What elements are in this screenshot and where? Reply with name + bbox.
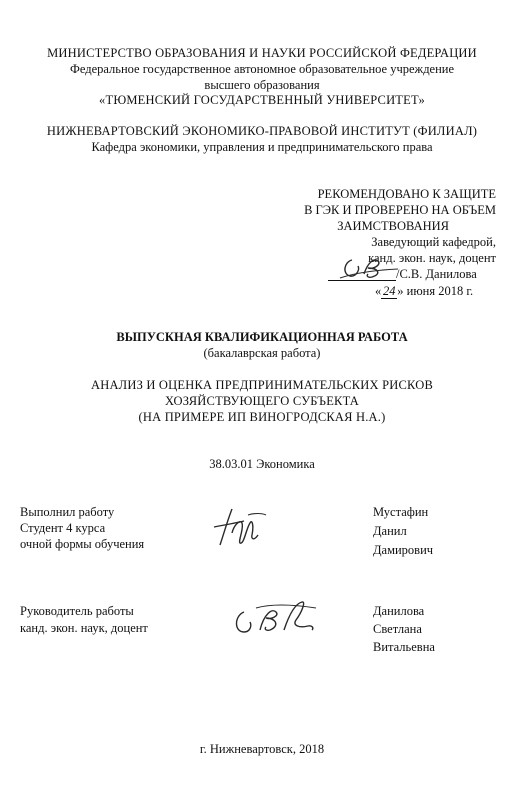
specialty-code: 38.03.01 Экономика	[209, 457, 315, 471]
ministry-heading: МИНИСТЕРСТВО ОБРАЗОВАНИЯ И НАУКИ РОССИЙСКОЙ ФЕДЕРАЦИИ	[47, 46, 477, 60]
approval-line1: РЕКОМЕНДОВАНО К ЗАЩИТЕ	[317, 187, 496, 201]
institution-type-line1: Федеральное государственное автономное образовательное учреждение	[69, 62, 455, 76]
work-type: ВЫПУСКНАЯ КВАЛИФИКАЦИОННАЯ РАБОТА	[116, 330, 408, 344]
university-name: «ТЮМЕНСКИЙ ГОСУДАРСТВЕННЫЙ УНИВЕРСИТЕТ»	[99, 93, 425, 107]
work-title-line3: (НА ПРИМЕРЕ ИП ВИНОГРОДСКАЯ Н.А.)	[138, 410, 386, 424]
place-year: г. Нижневартовск, 2018	[199, 742, 325, 756]
approval-line3: ЗАИМСТВОВАНИЯ	[337, 219, 449, 233]
supervisor-surname: Данилова	[373, 604, 425, 618]
student-label-line2: Студент 4 курса	[20, 521, 106, 535]
student-patronymic: Дамирович	[373, 543, 434, 557]
work-subtype: (бакалаврская работа)	[203, 346, 321, 360]
supervisor-patronymic: Витальевна	[373, 640, 435, 654]
approval-date	[375, 284, 473, 299]
student-first-name: Данил	[373, 524, 407, 538]
approval-date-day: 24	[383, 284, 396, 298]
approval-date-open-quote: «	[375, 284, 382, 298]
head-signature-image	[338, 252, 402, 282]
approval-head-title: Заведующий кафедрой,	[371, 235, 496, 249]
approval-line2: В ГЭК И ПРОВЕРЕНО НА ОБЪЕМ	[304, 203, 496, 217]
work-title-line1: АНАЛИЗ И ОЦЕНКА ПРЕДПРИНИМАТЕЛЬСКИХ РИСКОВ	[91, 378, 433, 392]
approval-signer-name: /С.В. Данилова	[396, 267, 477, 281]
supervisor-label-line1: Руководитель работы	[20, 604, 134, 618]
department-name: Кафедра экономики, управления и предпринимательского права	[91, 140, 433, 154]
work-title-line2: ХОЗЯЙСТВУЮЩЕГО СУБЪЕКТА	[164, 394, 360, 408]
approval-date-rest: » июня 2018 г.	[397, 284, 474, 298]
student-surname: Мустафин	[373, 505, 429, 519]
institute-name: НИЖНЕВАРТОВСКИЙ ЭКОНОМИКО-ПРАВОВОЙ ИНСТИТУТ (ФИЛИАЛ)	[46, 124, 478, 138]
student-label-line3: очной формы обучения	[20, 537, 145, 551]
supervisor-label-line2: канд. экон. наук, доцент	[20, 621, 148, 635]
institution-type-line2: высшего образования	[204, 78, 320, 92]
supervisor-signature-image	[230, 598, 320, 638]
supervisor-first-name: Светлана	[373, 622, 422, 636]
approval-head-degree: канд. экон. наук, доцент	[368, 251, 496, 265]
student-label-line1: Выполнил работу	[20, 505, 115, 519]
student-signature-image	[210, 505, 270, 549]
